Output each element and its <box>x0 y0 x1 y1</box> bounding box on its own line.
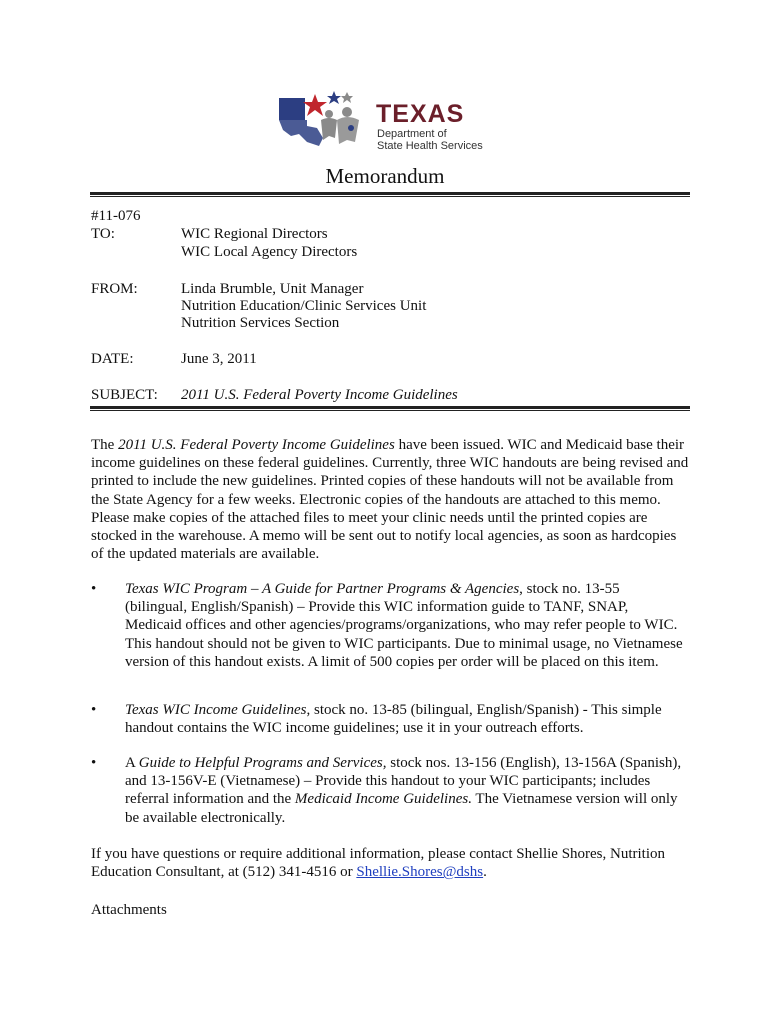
from-line-3: Nutrition Services Section <box>181 315 340 331</box>
intro-pre: The <box>91 437 119 453</box>
handout-1-title: Texas WIC Program – A Guide for Partner Programs & Agencies <box>125 581 520 597</box>
logo-figure-body-2 <box>337 117 359 144</box>
handout-3-text: stock nos. 13-156 (English), 13-156A (Spanish), and 13-156V-E (Vietnamese) – Provide this handout to your WIC participants; includes referral information and the <box>125 755 682 808</box>
to-recipient-2: WIC Local Agency Directors <box>181 244 358 260</box>
logo-gray-star-icon <box>341 92 353 103</box>
logo-figure-head-3 <box>348 125 354 131</box>
attachments-label: Attachments <box>91 902 167 918</box>
subject-label: SUBJECT: <box>91 387 158 403</box>
intro-guidelines-title: 2011 U.S. Federal Poverty Income Guidelines <box>118 437 395 453</box>
to-recipient-1: WIC Regional Directors <box>181 226 328 242</box>
intro-text: have been issued. WIC and Medicaid base their income guidelines on these federal guidelines. Currently, three WIC handouts are being revised and printed to include the new guidelines. Printed copies of these handouts will not be available from the State Agency for a few weeks. Electronic copies of the handouts are attached to this memo. Please make copies of the attached files to meet your clinic needs until the printed copies are stocked in the warehouse. A memo will be sent out to notify local agencies, as soon as hardcopies of the updated materials are available. <box>91 437 689 563</box>
from-line-1: Linda Brumble, Unit Manager <box>181 281 364 297</box>
subject-value: 2011 U.S. Federal Poverty Income Guidelines <box>181 387 458 403</box>
intro-paragraph <box>91 436 691 563</box>
handout-3-medicaid-title: Medicaid Income Guidelines. <box>294 791 472 808</box>
contact-period: . <box>483 864 487 881</box>
logo-blue-block <box>279 98 305 120</box>
from-line-2: Nutrition Education/Clinic Services Unit <box>181 298 427 314</box>
handout-1-text: , stock no. 13-55 (bilingual, English/Spanish) – Provide this WIC information guide to TANF, SNAP, Medicaid offices and other agencies/programs/organizations, who may refer people to WIC. This handout should not be given to WIC participants. Due to minimal usage, no Vietnamese version of this handout exists. A limit of 500 copies per order will be placed on this item. <box>125 581 683 670</box>
header-rule-bottom <box>90 406 690 411</box>
handout-3-text-end: The Vietnamese version will only be available electronically. <box>125 791 678 826</box>
bullet-icon: • <box>91 755 97 771</box>
contact-text: If you have questions or require additional information, please contact Shellie Shores, Nutrition Education Consultant, at (512) 341-4516 or <box>91 846 666 881</box>
to-label: TO: <box>91 226 115 242</box>
handout-3-pre: A <box>125 755 139 771</box>
logo-blue-star-icon <box>327 91 341 104</box>
date-label: DATE: <box>91 351 134 367</box>
from-label: FROM: <box>91 281 138 297</box>
logo-brand-text: TEXAS <box>376 100 465 128</box>
handout-2-title: Texas WIC Income Guidelines <box>125 702 307 718</box>
contact-email-link[interactable]: Shellie.Shores@dshs <box>356 864 484 881</box>
bullet-icon: • <box>91 581 97 597</box>
handout-3-title: Guide to Helpful Programs and Services, <box>138 755 387 771</box>
logo-red-star-icon <box>303 94 327 116</box>
handout-2-text: , stock no. 13-85 (bilingual, English/Spanish) - This simple handout contains the WIC income guidelines; use it in your outreach efforts. <box>125 702 662 737</box>
memo-number: #11-076 <box>91 208 141 224</box>
logo-figure-head-2 <box>342 107 352 117</box>
date-value: June 3, 2011 <box>181 351 257 367</box>
logo-figure-head-1 <box>325 110 333 118</box>
memo-title: Memorandum <box>325 164 445 188</box>
bullet-icon: • <box>91 702 97 718</box>
contact-paragraph <box>91 845 691 881</box>
logo-line-2: State Health Services <box>377 140 483 152</box>
logo-texas-map-icon <box>279 120 323 146</box>
logo-figure-body-1 <box>321 118 337 140</box>
header-rule-top <box>90 192 690 197</box>
logo-line-1: Department of <box>377 128 447 140</box>
